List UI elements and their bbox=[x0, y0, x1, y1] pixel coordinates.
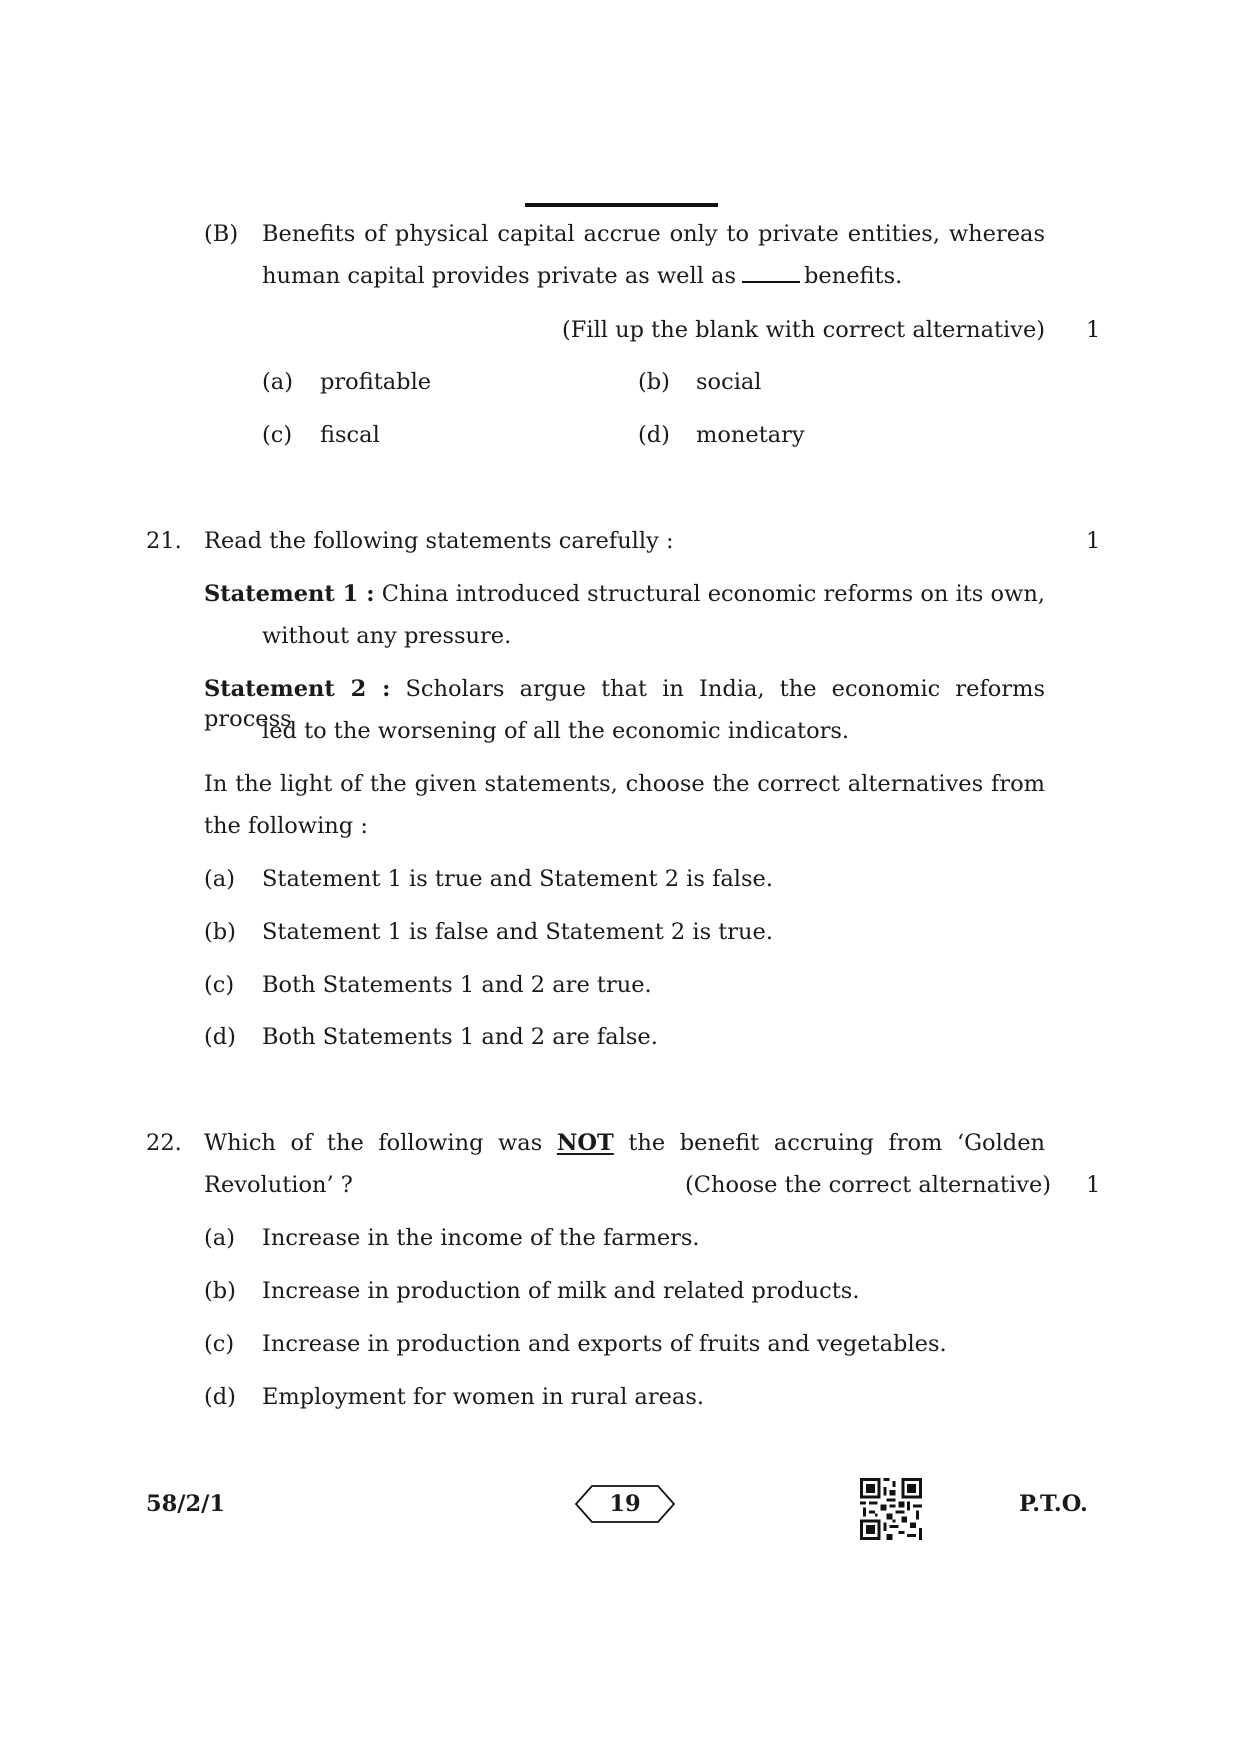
q20b-line2 bbox=[262, 261, 902, 291]
q20b-line1: Benefits of physical capital accrue only to private entities, whereas bbox=[262, 221, 1045, 247]
q20b-label: (B) bbox=[204, 221, 239, 247]
top-rule bbox=[525, 203, 718, 207]
q21-statement1-line1 bbox=[204, 579, 1045, 609]
q22-option-c-label: (c) bbox=[204, 1331, 235, 1357]
q21-number: 21. bbox=[146, 528, 182, 554]
q22-line1 bbox=[204, 1128, 1045, 1158]
q21-option-c-text: Both Statements 1 and 2 are true. bbox=[262, 972, 652, 998]
q20b-option-d-label: (d) bbox=[638, 422, 670, 448]
q22-marks: 1 bbox=[1086, 1172, 1101, 1198]
q22-option-a-text: Increase in the income of the farmers. bbox=[262, 1225, 700, 1251]
q21-option-c-label: (c) bbox=[204, 972, 235, 998]
page-number-box bbox=[574, 1484, 676, 1524]
q22-option-b-label: (b) bbox=[204, 1278, 236, 1304]
q21-option-b-label: (b) bbox=[204, 919, 236, 945]
fill-blank bbox=[742, 263, 800, 283]
q21-prompt: Read the following statements carefully : bbox=[204, 528, 674, 554]
pto-label: P.T.O. bbox=[1019, 1491, 1088, 1517]
qr-code-icon bbox=[860, 1478, 922, 1540]
q20b-marks: 1 bbox=[1086, 317, 1101, 343]
q21-statement2-line2: led to the worsening of all the economic indicators. bbox=[262, 718, 850, 744]
q21-instruction-line2: the following : bbox=[204, 813, 368, 839]
q22-instruction: (Choose the correct alternative) bbox=[685, 1172, 1052, 1198]
q21-instruction-line1: In the light of the given statements, choose the correct alternatives from bbox=[204, 771, 1045, 797]
statement2-text: Scholars argue that in India, the economic reforms process bbox=[204, 676, 1045, 732]
q21-option-b-text: Statement 1 is false and Statement 2 is true. bbox=[262, 919, 774, 945]
statement2-label: Statement 2 : bbox=[204, 676, 391, 702]
q20b-option-a-text: profitable bbox=[320, 369, 432, 395]
q20b-instruction: (Fill up the blank with correct alternative) bbox=[562, 317, 1046, 343]
q20b-option-c-label: (c) bbox=[262, 422, 293, 448]
q20b-option-b-text: social bbox=[696, 369, 762, 395]
q22-option-a-label: (a) bbox=[204, 1225, 235, 1251]
q21-option-d-text: Both Statements 1 and 2 are false. bbox=[262, 1024, 658, 1050]
q21-option-d-label: (d) bbox=[204, 1024, 236, 1050]
q22-option-d-text: Employment for women in rural areas. bbox=[262, 1384, 705, 1410]
q22-number: 22. bbox=[146, 1130, 182, 1156]
q22-option-c-text: Increase in production and exports of fruits and vegetables. bbox=[262, 1331, 947, 1357]
q20b-option-a-label: (a) bbox=[262, 369, 293, 395]
q21-statement1-line2: without any pressure. bbox=[262, 623, 512, 649]
q22-line1-after: the benefit accruing from ‘Golden bbox=[628, 1130, 1046, 1156]
q22-option-d-label: (d) bbox=[204, 1384, 236, 1410]
q20b-line2-after: benefits. bbox=[804, 263, 903, 289]
q22-line1-before: Which of the following was bbox=[204, 1130, 543, 1156]
q22-option-b-text: Increase in production of milk and related products. bbox=[262, 1278, 860, 1304]
statement1-label: Statement 1 : bbox=[204, 581, 375, 607]
q20b-line2-before: human capital provides private as well as bbox=[262, 263, 737, 289]
q22-line2: Revolution’ ? bbox=[204, 1172, 353, 1198]
paper-code: 58/2/1 bbox=[146, 1491, 226, 1517]
statement1-text: China introduced structural economic reforms on its own, bbox=[381, 581, 1045, 607]
q20b-option-b-label: (b) bbox=[638, 369, 670, 395]
q21-marks: 1 bbox=[1086, 528, 1101, 554]
q22-not-emphasis: NOT bbox=[556, 1130, 614, 1156]
q20b-option-c-text: fiscal bbox=[320, 422, 380, 448]
page-number: 19 bbox=[609, 1491, 641, 1517]
q21-option-a-label: (a) bbox=[204, 866, 235, 892]
q21-option-a-text: Statement 1 is true and Statement 2 is false. bbox=[262, 866, 774, 892]
q20b-option-d-text: monetary bbox=[696, 422, 805, 448]
